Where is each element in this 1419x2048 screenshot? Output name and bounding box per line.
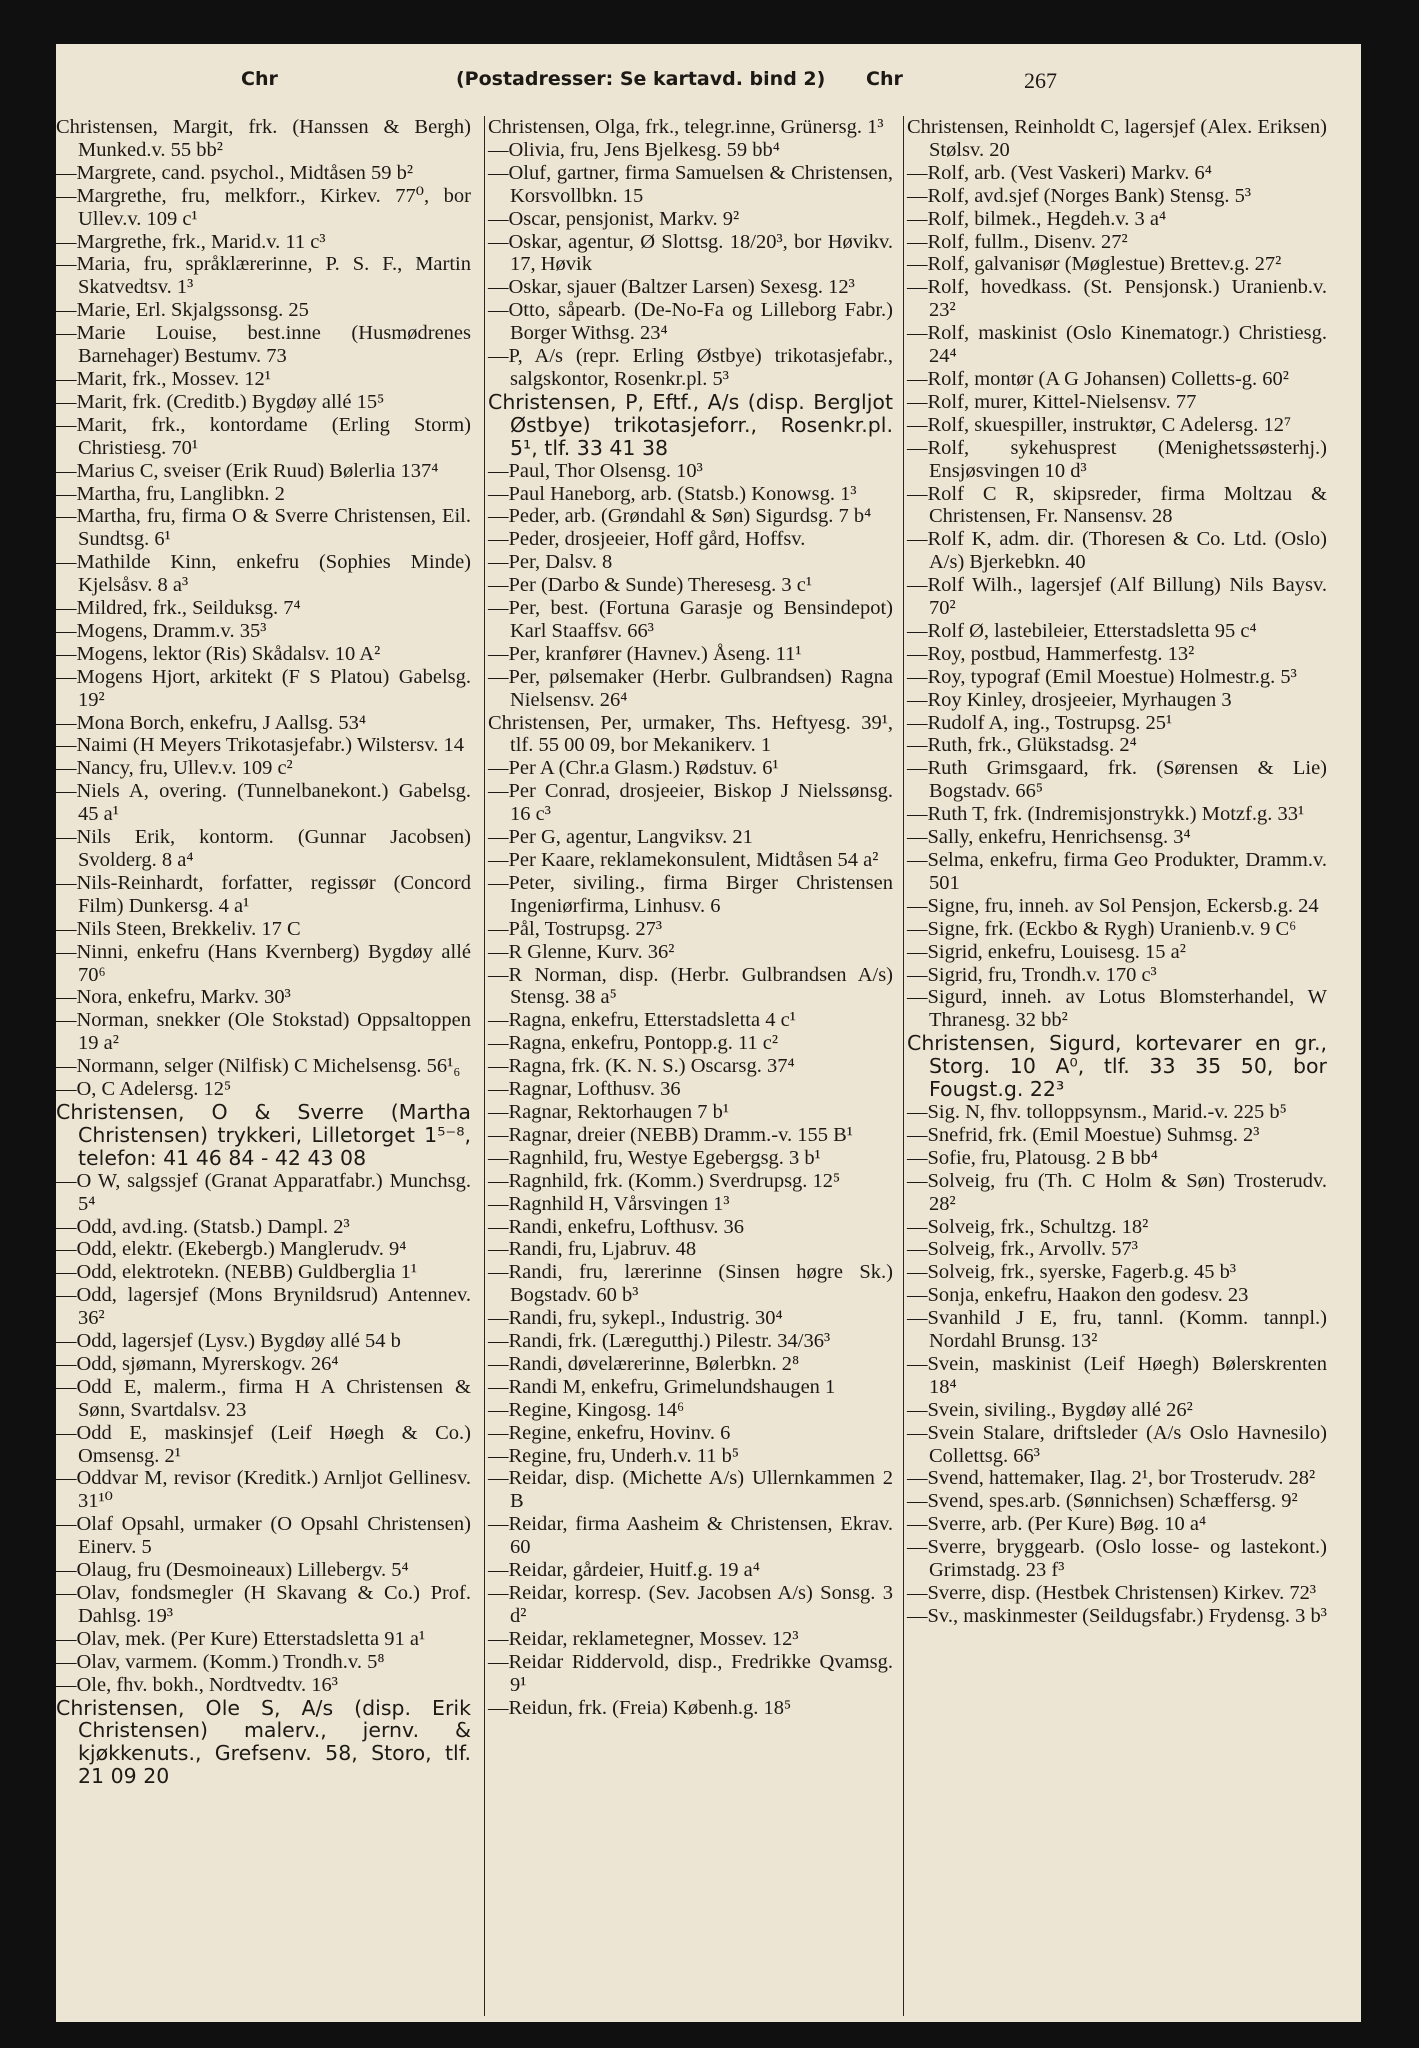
directory-entry: —Rolf, avd.sjef (Norges Bank) Stensg. 5³ <box>907 184 1251 207</box>
directory-entry: —Oluf, gartner, firma Samuelsen & Christensen, Korsvollbkn. 15 <box>488 161 893 207</box>
directory-entry: —Paul, Thor Olsensg. 10³ <box>488 459 703 482</box>
directory-entry: —Rolf, galvanisør (Møglestue) Brettev.g. 27² <box>907 253 1282 276</box>
directory-entry: Christensen, Olga, frk., telegr.inne, Grünersg. 1³ <box>488 116 884 138</box>
directory-entry: —R Norman, disp. (Herbr. Gulbrandsen A/s) Stensg. 38 a⁵ <box>488 963 893 1009</box>
directory-entry: —Odd, avd.ing. (Statsb.) Dampl. 2³ <box>56 1215 350 1238</box>
directory-entry: —Odd, lagersjef (Lysv.) Bygdøy allé 54 b <box>56 1330 401 1353</box>
directory-entry: —Randi, fru, sykepl., Industrig. 30⁴ <box>488 1307 783 1330</box>
directory-entry: —Naimi (H Meyers Trikotasjefabr.) Wilstersv. 14 <box>56 734 464 757</box>
directory-entry: —Rudolf A, ing., Tostrupsg. 25¹ <box>907 711 1173 734</box>
directory-entry: —Roy, postbud, Hammerfestg. 13² <box>907 642 1195 665</box>
directory-entry: Christensen, Sigurd, kortevarer en gr., Storg. 10 A⁰, tlf. 33 35 50, bor Fougst.g. 22³ <box>907 1031 1327 1102</box>
directory-entry: —Odd, lagersjef (Mons Brynildsrud) Antennev. 36² <box>56 1284 471 1330</box>
directory-entry: —Sv., maskinmester (Seildugsfabr.) Frydensg. 3 b³ <box>907 1604 1327 1627</box>
directory-entry: —Olaf Opsahl, urmaker (O Opsahl Christensen) Einerv. 5 <box>56 1513 471 1559</box>
directory-entry: —Ruth T, frk. (Indremisjonstrykk.) Motzf.g. 33¹ <box>907 803 1305 826</box>
directory-entry: —Per Conrad, drosjeeier, Biskop J Nielssønsg. 16 c³ <box>488 780 893 826</box>
directory-entry: —Svein Stalare, driftsleder (A/s Oslo Havnesilo) Collettsg. 66³ <box>907 1421 1327 1467</box>
directory-entry: —Reidun, frk. (Freia) Københ.g. 18⁵ <box>488 1696 792 1719</box>
directory-page <box>56 44 1361 2022</box>
directory-entry: —Roy Kinley, drosjeeier, Myrhaugen 3 <box>907 688 1232 711</box>
directory-entry: —Otto, såpearb. (De-No-Fa og Lilleborg Fabr.) Borger Withsg. 23⁴ <box>488 299 893 345</box>
directory-entry: —Rolf, murer, Kittel-Nielsensv. 77 <box>907 390 1197 413</box>
directory-entry: —Mildred, frk., Seilduksg. 7⁴ <box>56 597 301 620</box>
directory-entry: —Margrethe, frk., Marid.v. 11 c³ <box>56 230 326 253</box>
directory-entry: —Randi, enkefru, Lofthusv. 36 <box>488 1215 745 1238</box>
directory-entry: —Normann, selger (Nilfisk) C Michelsensg. 56¹₆ <box>56 1055 461 1078</box>
directory-entry: —Mona Borch, enkefru, J Aallsg. 53⁴ <box>56 711 367 734</box>
directory-entry: —Ragnhild, frk. (Komm.) Sverdrupsg. 12⁵ <box>488 1169 841 1192</box>
directory-entry: —Mogens, Dramm.v. 35³ <box>56 619 267 642</box>
directory-entry: —Marit, frk. (Creditb.) Bygdøy allé 15⁵ <box>56 390 385 413</box>
directory-entry: —Odd E, malerm., firma H A Christensen & Sønn, Svartdalsv. 23 <box>56 1375 471 1421</box>
directory-entry: —Ragna, frk. (K. N. S.) Oscarsg. 37⁴ <box>488 1055 795 1078</box>
directory-entry: —Margrete, cand. psychol., Midtåsen 59 b² <box>56 161 414 184</box>
directory-entry: —Mogens, lektor (Ris) Skådalsv. 10 A² <box>56 642 381 665</box>
directory-entry: —Nils Erik, kontorm. (Gunnar Jacobsen) Svolderg. 8 a⁴ <box>56 826 471 871</box>
directory-entry: —Randi, fru, Ljabruv. 48 <box>488 1238 697 1261</box>
directory-entry: —Ninni, enkefru (Hans Kvernberg) Bygdøy allé 70⁶ <box>56 940 471 986</box>
directory-entry: —Olav, mek. (Per Kure) Etterstadsletta 91 a¹ <box>56 1627 426 1650</box>
directory-entry: —Ragnar, Lofthusv. 36 <box>488 1078 681 1101</box>
directory-entry: —Nora, enkefru, Markv. 30³ <box>56 986 291 1009</box>
directory-entry: —Rolf C R, skipsreder, firma Moltzau & Christensen, Fr. Nansensv. 28 <box>907 482 1327 528</box>
directory-entry: —Signe, fru, inneh. av Sol Pensjon, Eckersb.g. 24 <box>907 894 1319 917</box>
directory-entry: —Randi, frk. (Læregutthj.) Pilestr. 34/36³ <box>488 1330 831 1353</box>
directory-entry: —Per G, agentur, Langviksv. 21 <box>488 826 753 849</box>
directory-entry: —Olav, varmem. (Komm.) Trondh.v. 5⁸ <box>56 1650 385 1673</box>
directory-entry: —Reidar, firma Aasheim & Christensen, Ekrav. 60 <box>488 1513 893 1559</box>
directory-entry: —Solveig, frk., Schultzg. 18² <box>907 1215 1149 1238</box>
directory-entry: —Rolf, sykehusprest (Menighetssøsterhj.) Ensjøsvingen 10 d³ <box>907 436 1327 482</box>
directory-entry: —Oddvar M, revisor (Kreditk.) Arnljot Gellinesv. 31¹⁰ <box>56 1467 471 1513</box>
directory-entry: —Snefrid, frk. (Emil Moestue) Suhmsg. 2³ <box>907 1123 1260 1146</box>
directory-entry: —Sig. N, fhv. tolloppsynsm., Marid.-v. 225 b⁵ <box>907 1100 1287 1123</box>
directory-entry: —Sofie, fru, Platousg. 2 B bb⁴ <box>907 1146 1158 1169</box>
directory-entry: —Odd, elektr. (Ekebergb.) Manglerudv. 9⁴ <box>56 1238 407 1261</box>
directory-entry: Christensen, Ole S, A/s (disp. Erik Christensen) malerv., jernv. & kjøkkenuts., Grefsenv. 58, Storo, tlf. 21 09 20 <box>56 1695 471 1789</box>
directory-entry: —Solveig, fru (Th. C Holm & Søn) Trosterudv. 28² <box>907 1169 1327 1215</box>
directory-entry: —Selma, enkefru, firma Geo Produkter, Dramm.v. 501 <box>907 849 1327 894</box>
directory-entry: —Svanhild J E, fru, tannl. (Komm. tannpl.) Nordahl Brunsg. 13² <box>907 1307 1327 1353</box>
header-left-key: Chr <box>241 68 278 90</box>
directory-entry: Christensen, O & Sverre (Martha Christensen) trykkeri, Lilletorget 1⁵⁻⁸, telefon: 41 46 84 - 42 43 08 <box>56 1099 471 1170</box>
directory-entry: —Reidar, reklametegner, Mossev. 12³ <box>488 1627 799 1650</box>
directory-entry: —Sverre, disp. (Hestbek Christensen) Kirkev. 72³ <box>907 1582 1317 1604</box>
directory-entry: —Marit, frk., kontordame (Erling Storm) Christiesg. 70¹ <box>56 413 471 459</box>
directory-entry: —R Glenne, Kurv. 36² <box>488 940 675 963</box>
directory-entry: —Marie, Erl. Skjalgssonsg. 25 <box>56 299 309 322</box>
directory-entry: Christensen, Per, urmaker, Ths. Heftyesg. 39¹, tlf. 55 00 09, bor Mekanikerv. 1 <box>488 711 893 757</box>
directory-entry: —Peder, drosjeeier, Hoff gård, Hoffsv. <box>488 528 806 551</box>
directory-entry: —Olav, fondsmegler (H Skavang & Co.) Prof. Dahlsg. 19³ <box>56 1582 471 1627</box>
directory-entry: —Solveig, frk., Arvollv. 57³ <box>907 1238 1138 1261</box>
directory-entry: —Reidar, gårdeier, Huitf.g. 19 a⁴ <box>488 1559 760 1582</box>
directory-entry: —Ragnhild H, Vårsvingen 1³ <box>488 1192 730 1215</box>
directory-entry: —Nils Steen, Brekkeliv. 17 C <box>56 917 301 940</box>
directory-entry: —Martha, fru, Langlibkn. 2 <box>56 482 285 505</box>
directory-entry: —Paul Haneborg, arb. (Statsb.) Konowsg. 1³ <box>488 482 857 505</box>
directory-entry: —Marit, frk., Mossev. 12¹ <box>56 367 271 390</box>
directory-entry: —Ragnar, Rektorhaugen 7 b¹ <box>488 1100 730 1123</box>
directory-entry: —Per, pølsemaker (Herbr. Gulbrandsen) Ragna Nielsensv. 26⁴ <box>488 665 893 711</box>
directory-entry: —O W, salgssjef (Granat Apparatfabr.) Munchsg. 5⁴ <box>56 1169 471 1215</box>
directory-entry: —Rolf, fullm., Disenv. 27² <box>907 230 1128 253</box>
directory-entry: —Solveig, frk., syerske, Fagerb.g. 45 b³ <box>907 1261 1236 1284</box>
directory-entry: —Svein, siviling., Bygdøy allé 26² <box>907 1398 1193 1421</box>
directory-entry: —Per, kranfører (Havnev.) Åseng. 11¹ <box>488 642 802 665</box>
directory-entry: —Rolf, montør (A G Johansen) Colletts-g. 60² <box>907 367 1289 390</box>
directory-entry: —Rolf, maskinist (Oslo Kinematogr.) Christiesg. 24⁴ <box>907 322 1327 368</box>
directory-entry: —Niels A, overing. (Tunnelbanekont.) Gabelsg. 45 a¹ <box>56 780 471 826</box>
directory-entry: —Per A (Chr.a Glasm.) Rødstuv. 6¹ <box>488 757 779 780</box>
directory-entry: —Mathilde Kinn, enkefru (Sophies Minde) Kjelsåsv. 8 a³ <box>56 551 471 597</box>
directory-entry: —Mogens Hjort, arkitekt (F S Platou) Gabelsg. 19² <box>56 665 471 711</box>
directory-entry: —Ragna, enkefru, Etterstadsletta 4 c¹ <box>488 1009 796 1032</box>
directory-entry: —Olivia, fru, Jens Bjelkesg. 59 bb⁴ <box>488 138 780 161</box>
directory-entry: —Maria, fru, språklærerinne, P. S. F., Martin Skatvedtsv. 1³ <box>56 253 471 299</box>
directory-entry: Christensen, Margit, frk. (Hanssen & Bergh) Munked.v. 55 bb² <box>56 116 471 161</box>
directory-entry: —Per Kaare, reklamekonsulent, Midtåsen 54 a² <box>488 849 879 871</box>
directory-entry: —Regine, fru, Underh.v. 11 b⁵ <box>488 1444 740 1467</box>
header-right-key: Chr <box>866 68 903 90</box>
directory-entry: —Sigurd, inneh. av Lotus Blomsterhandel, W Thranesg. 32 bb² <box>907 986 1327 1032</box>
directory-entry: —Nancy, fru, Ullev.v. 109 c² <box>56 757 293 780</box>
column-2 <box>484 116 893 2016</box>
directory-entry: Christensen, P, Eftf., A/s (disp. Bergljot Østbye) trikotasjeforr., Rosenkr.pl. 5¹, tlf. 33 41 38 <box>488 389 893 460</box>
directory-entry: —Rolf Ø, lastebileier, Etterstadsletta 95 c⁴ <box>907 619 1257 642</box>
directory-entry: —Ragnar, dreier (NEBB) Dramm.-v. 155 B¹ <box>488 1123 853 1146</box>
directory-entry: —Roy, typograf (Emil Moestue) Holmestr.g. 5³ <box>907 665 1297 688</box>
directory-entry: —Rolf, arb. (Vest Vaskeri) Markv. 6⁴ <box>907 161 1212 184</box>
directory-entry: —Ruth, frk., Glükstadsg. 2⁴ <box>907 734 1137 757</box>
directory-entry: —Sverre, bryggearb. (Oslo losse- og lastekont.) Grimstadg. 23 f³ <box>907 1536 1327 1582</box>
directory-entry: —Reidar Riddervold, disp., Fredrikke Qvamsg. 9¹ <box>488 1650 893 1696</box>
directory-entry: —Nils-Reinhardt, forfatter, regissør (Concord Film) Dunkersg. 4 a¹ <box>56 871 471 917</box>
directory-entry: —Sigrid, enkefru, Louisesg. 15 a² <box>907 940 1186 963</box>
page-header <box>56 68 1361 98</box>
directory-entry: —Oskar, agentur, Ø Slottsg. 18/20³, bor Høvikv. 17, Høvik <box>488 230 893 276</box>
directory-entry: —Peder, arb. (Grøndahl & Søn) Sigurdsg. 7 b⁴ <box>488 505 872 528</box>
directory-entry: —Ragna, enkefru, Pontopp.g. 11 c² <box>488 1032 779 1055</box>
directory-entry: —Odd, sjømann, Myrerskogv. 26⁴ <box>56 1352 339 1375</box>
page-number: 267 <box>1024 68 1057 93</box>
directory-entry: —Randi, døvelærerinne, Bølerbkn. 2⁸ <box>488 1352 800 1375</box>
directory-entry: —Sonja, enkefru, Haakon den godesv. 23 <box>907 1284 1249 1307</box>
directory-entry: —Reidar, disp. (Michette A/s) Ullernkammen 2 B <box>488 1467 893 1513</box>
directory-entry: —Oskar, sjauer (Baltzer Larsen) Sexesg. 12³ <box>488 276 855 299</box>
directory-entry: —Rolf, skuespiller, instruktør, C Adelersg. 12⁷ <box>907 413 1292 436</box>
directory-entry: —Regine, enkefru, Hovinv. 6 <box>488 1421 731 1444</box>
directory-entry: —Rolf Wilh., lagersjef (Alf Billung) Nils Baysv. 70² <box>907 574 1327 620</box>
column-1 <box>56 116 471 2016</box>
directory-entry: —Rolf, hovedkass. (St. Pensjonsk.) Uranienb.v. 23² <box>907 276 1327 322</box>
directory-entry: —Marie Louise, best.inne (Husmødrenes Barnehager) Bestumv. 73 <box>56 322 471 368</box>
directory-entry: —P, A/s (repr. Erling Østbye) trikotasjefabr., salgskontor, Rosenkr.pl. 5³ <box>488 345 893 390</box>
directory-entry: —Ragnhild, fru, Westye Egebergsg. 3 b¹ <box>488 1146 821 1169</box>
directory-entry: —Randi M, enkefru, Grimelundshaugen 1 <box>488 1375 836 1398</box>
directory-entry: —Ruth Grimsgaard, frk. (Sørensen & Lie) Bogstadv. 66⁵ <box>907 757 1327 803</box>
directory-entry: —Margrethe, fru, melkforr., Kirkev. 77⁰, bor Ullev.v. 109 c¹ <box>56 184 471 230</box>
directory-entry: —Ole, fhv. bokh., Nordtvedtv. 16³ <box>56 1673 338 1696</box>
directory-entry: —Sverre, arb. (Per Kure) Bøg. 10 a⁴ <box>907 1513 1207 1536</box>
directory-entry: —Per, Dalsv. 8 <box>488 551 613 574</box>
directory-entry: —Signe, frk. (Eckbo & Rygh) Uranienb.v. 9 C⁶ <box>907 917 1297 940</box>
header-center-note: (Postadresser: Se kartavd. bind 2) <box>456 68 826 90</box>
directory-entry: —Martha, fru, firma O & Sverre Christensen, Eil. Sundtsg. 6¹ <box>56 505 471 551</box>
directory-entry: —Odd E, maskinsjef (Leif Høegh & Co.) Omsensg. 2¹ <box>56 1421 471 1467</box>
column-3 <box>903 116 1327 2016</box>
directory-entry: —Rolf, bilmek., Hegdeh.v. 3 a⁴ <box>907 207 1167 230</box>
directory-entry: —Svend, hattemaker, Ilag. 2¹, bor Trosterudv. 28² <box>907 1467 1316 1490</box>
directory-entry: —Marius C, sveiser (Erik Ruud) Bølerlia 137⁴ <box>56 459 439 482</box>
directory-entry: —Sigrid, fru, Trondh.v. 170 c³ <box>907 963 1157 986</box>
directory-entry: —Rolf K, adm. dir. (Thoresen & Co. Ltd. (Oslo) A/s) Bjerkebkn. 40 <box>907 528 1327 574</box>
directory-entry: —Per (Darbo & Sunde) Theresesg. 3 c¹ <box>488 574 813 597</box>
directory-entry: —Norman, snekker (Ole Stokstad) Oppsaltoppen 19 a² <box>56 1009 471 1055</box>
directory-entry: —Sally, enkefru, Henrichsensg. 3⁴ <box>907 826 1191 849</box>
directory-entry: —Olaug, fru (Desmoineaux) Lillebergv. 5⁴ <box>56 1559 409 1582</box>
directory-entry: —Reidar, korresp. (Sev. Jacobsen A/s) Sonsg. 3 d² <box>488 1582 893 1627</box>
directory-entry: —Pål, Tostrupsg. 27³ <box>488 917 663 940</box>
directory-entry: —Randi, fru, lærerinne (Sinsen høgre Sk.) Bogstadv. 60 b³ <box>488 1261 893 1307</box>
directory-entry: —Svend, spes.arb. (Sønnichsen) Schæffersg. 9² <box>907 1490 1298 1513</box>
directory-entry: —Svein, maskinist (Leif Høegh) Bølerskrenten 18⁴ <box>907 1352 1327 1398</box>
directory-entry: —Per, best. (Fortuna Garasje og Bensindepot) Karl Staaffsv. 66³ <box>488 597 893 642</box>
directory-entry: —Peter, siviling., firma Birger Christensen Ingeniørfirma, Linhusv. 6 <box>488 871 893 917</box>
directory-entry: Christensen, Reinholdt C, lagersjef (Alex. Eriksen) Stølsv. 20 <box>907 116 1327 161</box>
directory-entry: —Oscar, pensjonist, Markv. 9² <box>488 207 740 230</box>
directory-entry: —Regine, Kingosg. 14⁶ <box>488 1398 685 1421</box>
directory-entry: —O, C Adelersg. 12⁵ <box>56 1078 232 1101</box>
directory-entry: —Odd, elektrotekn. (NEBB) Guldberglia 1¹ <box>56 1261 418 1284</box>
